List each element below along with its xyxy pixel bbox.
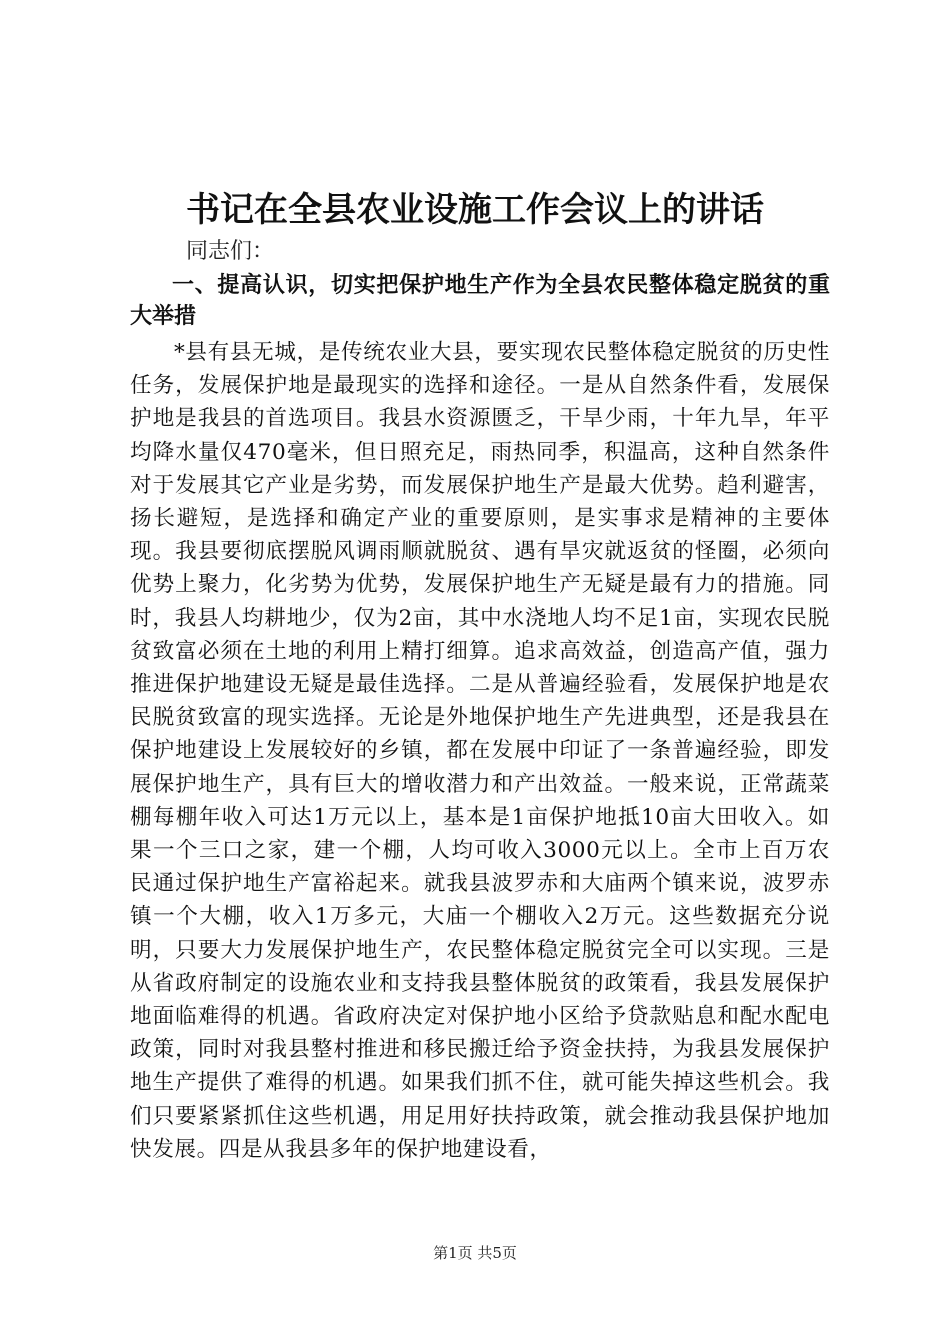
page-number: 第1页 共5页 bbox=[433, 1244, 517, 1262]
document-title: 书记在全县农业设施工作会议上的讲话 bbox=[186, 190, 764, 230]
body-paragraph: *县有县无城，是传统农业大县，要实现农民整体稳定脱贫的历史性任务，发展保护地是最现实的选择和途径。一是从自然条件看，发展保护地是我县的首选项目。我县水资源匮乏，干旱少雨，十年九旱，年平均降水量仅470毫米，但日照充足，雨热同季，积温高，这种自然条件对于发展其它产业是劣势，而发展保护地生产是最大优势。趋利避害，扬长避短，是选择和确定产业的重要原则，是实事求是精神的主要体现。我县要彻底摆脱风调雨顺就脱贫、遇有旱灾就返贫的怪圈，必须向优势上聚力，化劣势为优势，发展保护地生产无疑是最有力的措施。同时，我县人均耕地少，仅为2亩，其中水浇地人均不足1亩，实现农民脱贫致富必须在土地的利用上精打细算。追求高效益，创造高产值，强力推进保护地建设无疑是最佳选择。二是从普遍经验看，发展保护地是农民脱贫致富的现实选择。无论是外地保护地生产先进典型，还是我县在保护地建设上发展较好的乡镇，都在发展中印证了一条普遍经验，即发展保护地生产，具有巨大的增收潜力和产出效益。一般来说，正常蔬菜棚每棚年收入可达1万元以上，基本是1亩保护地抵10亩大田收入。如果一个三口之家，建一个棚，人均可收入3000元以上。全市上百万农民通过保护地生产富裕起来。就我县波罗赤和大庙两个镇来说，波罗赤镇一个大棚，收入1万多元，大庙一个棚收入2万元。这些数据充分说明，只要大力发展保护地生产，农民整体稳定脱贫完全可以实现。三是从省政府制定的设施农业和支持我县整体脱贫的政策看，我县发展保护地面临难得的机遇。省政府决定对保护地小区给予贷款贴息和配水配电政策，同时对我县整村推进和移民搬迁给予资金扶持，为我县发展保护地生产提供了难得的机遇。如果我们抓不住，就可能失掉这些机会。我们只要紧紧抓住这些机遇，用足用好扶持政策，就会推动我县保护地加快发展。四是从我县多年的保护地建设看， bbox=[130, 340, 830, 1162]
section-heading: 一、提高认识，切实把保护地生产作为全县农民整体稳定脱贫的重大举措 bbox=[130, 273, 830, 329]
salutation: 同志们： bbox=[186, 239, 275, 264]
document-body bbox=[130, 236, 830, 1166]
